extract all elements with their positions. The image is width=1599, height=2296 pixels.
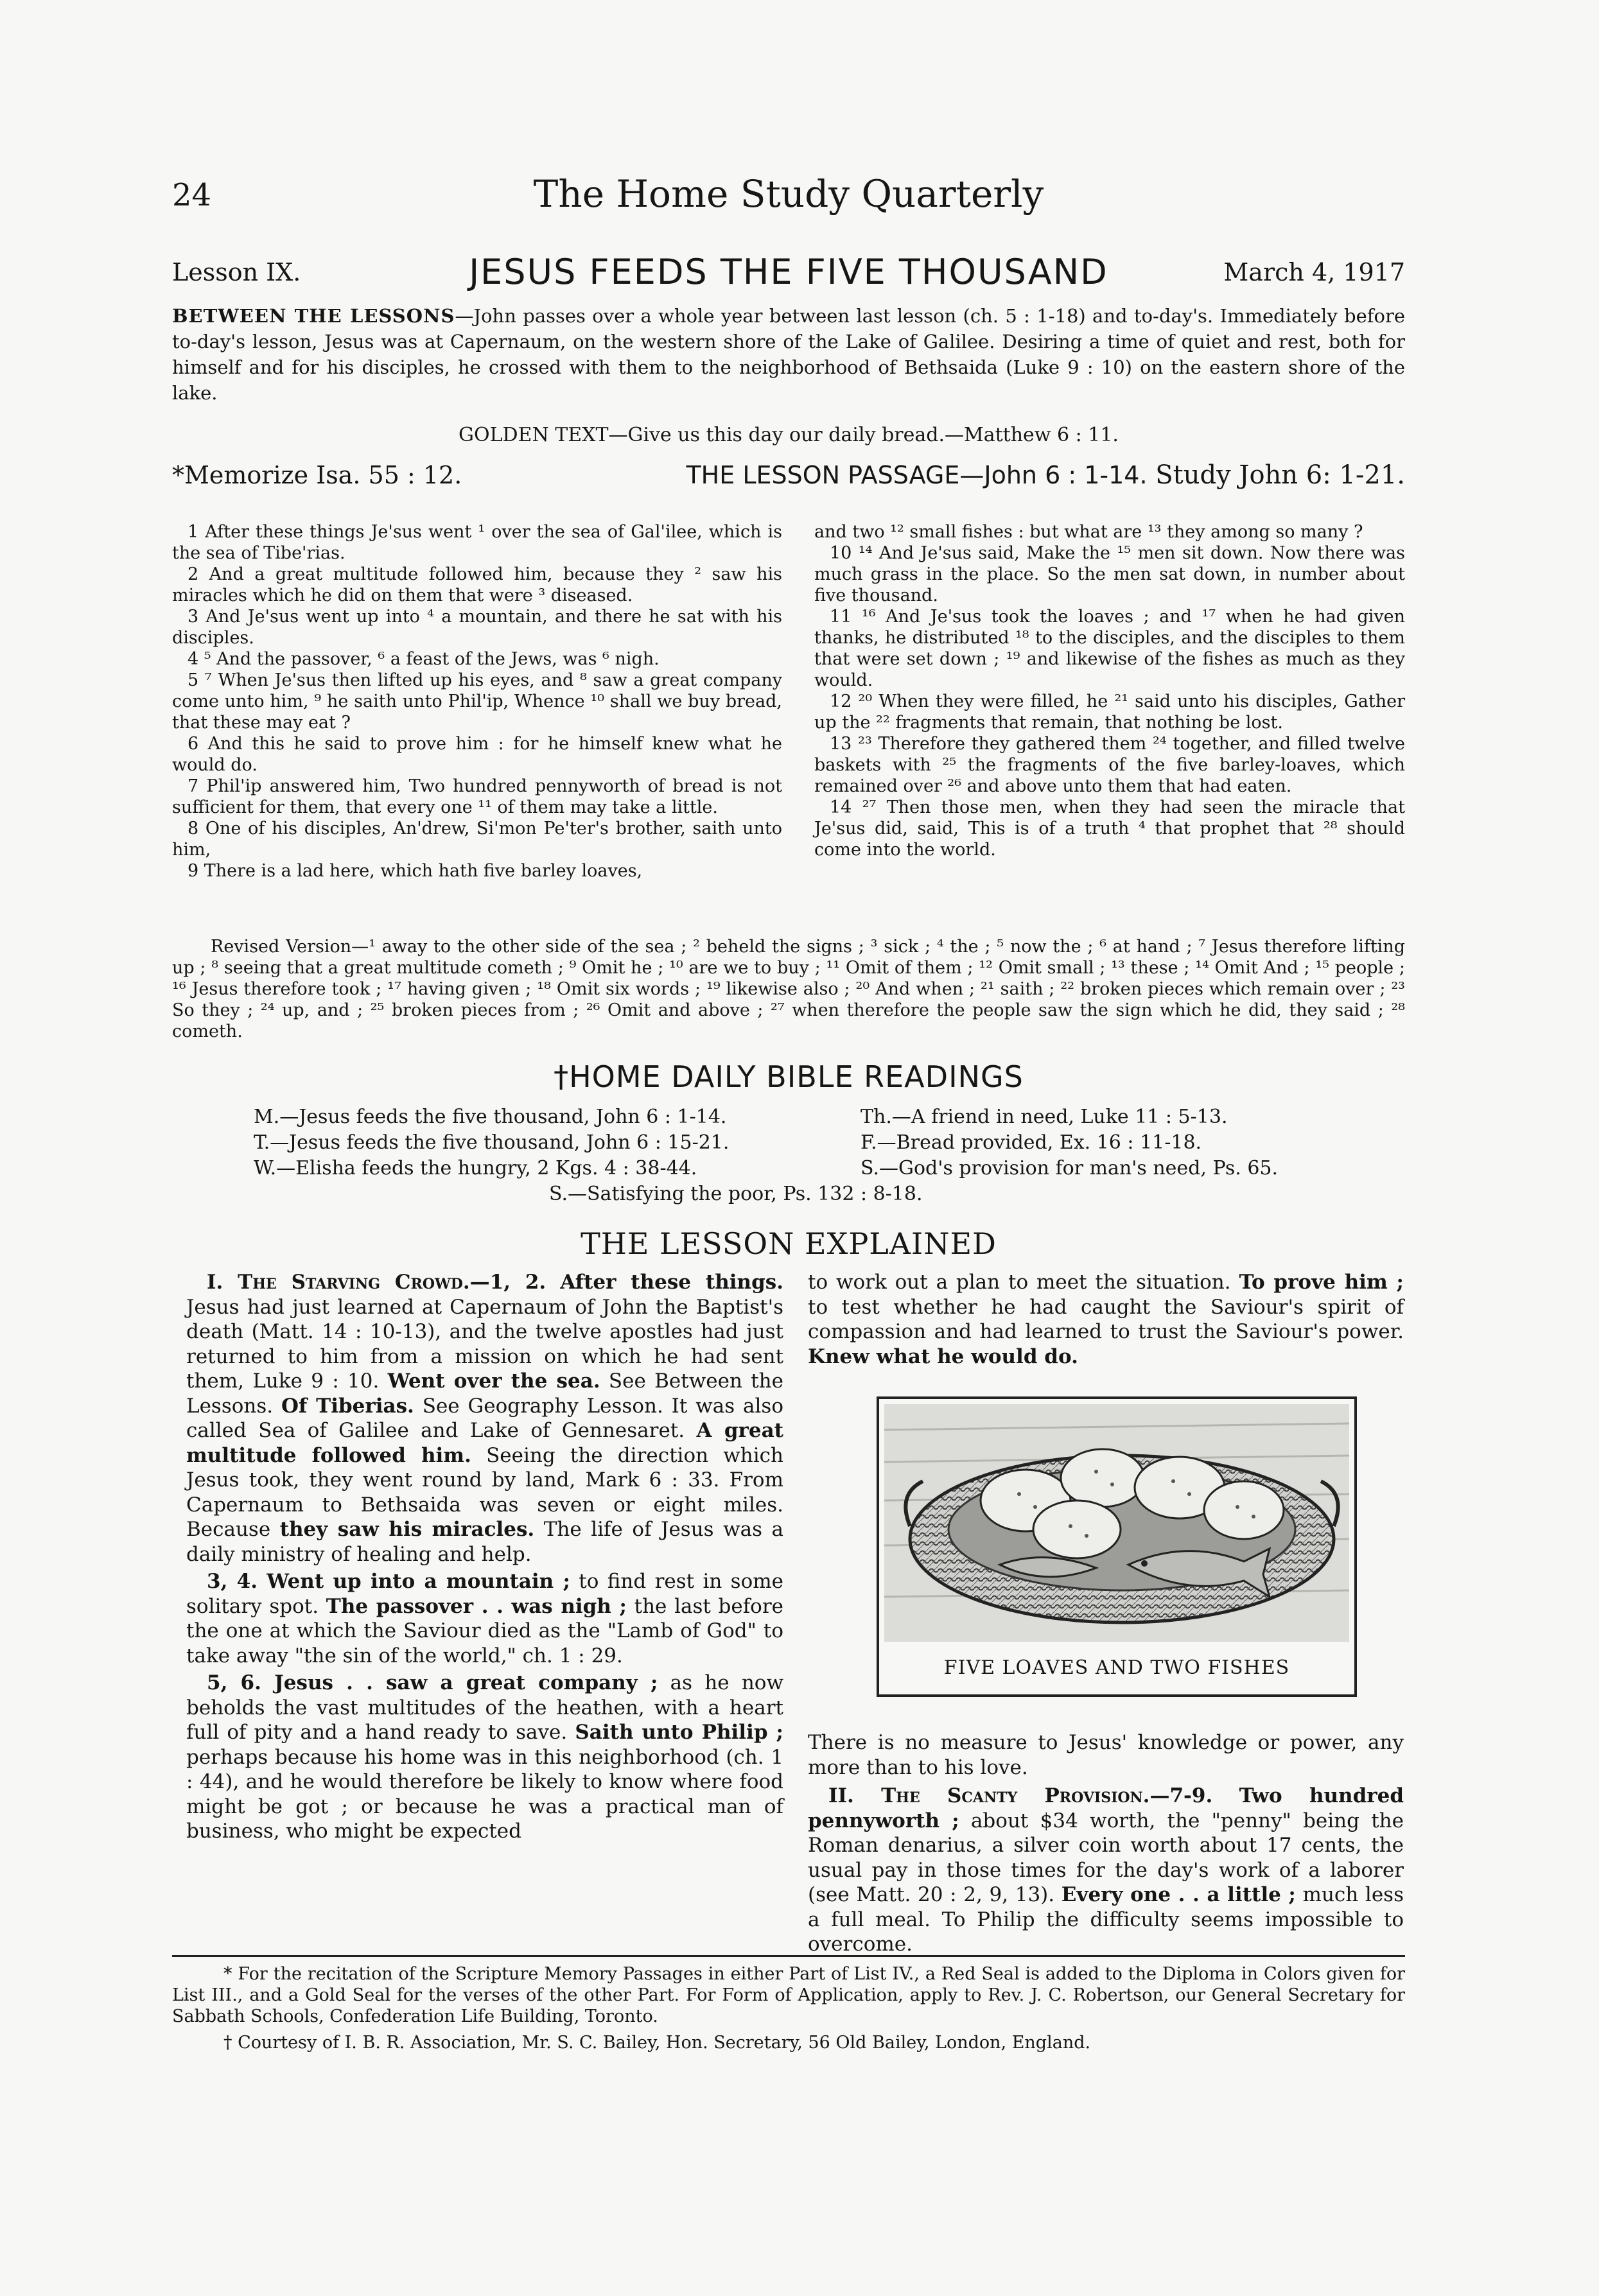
verse: 2 And a great multitude followed him, because they ² saw his miracles which he did on them that were ³ diseased. xyxy=(172,564,782,605)
keyword: After these things. xyxy=(560,1271,784,1294)
verse-ref: 3, 4. xyxy=(207,1570,267,1593)
explained-left-column xyxy=(186,1270,783,1847)
footnote-rule xyxy=(172,1955,1405,1957)
between-lessons-label: BETWEEN THE LESSONS xyxy=(172,305,455,327)
keyword: To prove him ; xyxy=(1239,1271,1404,1294)
text: See Between the Lessons. xyxy=(186,1370,783,1418)
lesson-date: March 4, 1917 xyxy=(1223,258,1405,286)
verse: 6 And this he said to prove him : for he himself knew what he would do. xyxy=(172,734,782,775)
verse: 10 ¹⁴ And Je'sus said, Make the ¹⁵ men sit down. Now there was much grass in the place. So the men sat down, in number about five thousand. xyxy=(814,543,1405,605)
text: about $34 worth, the "penny" being the Roman denarius, a silver coin worth about 17 cents, the usual pay in those times for the day's work of a laborer (see Matt. 20 : 2, 9, 13). xyxy=(808,1809,1404,1906)
golden-text: GOLDEN TEXT—Give us this day our daily bread.—Matthew 6 : 11. xyxy=(459,424,1119,446)
explained-right-column-continued xyxy=(808,1730,1404,1957)
lesson-number: Lesson IX. xyxy=(172,258,301,286)
keyword: Jesus . . saw a great company ; xyxy=(274,1671,658,1694)
keyword: Saith unto Philip ; xyxy=(575,1721,783,1744)
reading-wednesday: W.—Elisha feeds the hungry, 2 Kgs. 4 : 38-44. xyxy=(254,1157,697,1179)
running-head xyxy=(172,172,1405,223)
verse: 5 ⁷ When Je'sus then lifted up his eyes, and ⁸ saw a great company come unto him, ⁹ he saith unto Phil'ip, Whence ¹⁰ shall we buy bread, that these may eat ? xyxy=(172,670,782,733)
text: to test whether he had caught the Saviour's spirit of compassion and had learned to trust the Saviour's power. xyxy=(808,1295,1404,1343)
keyword: Every one . . a little ; xyxy=(1061,1883,1296,1906)
verses-left-column xyxy=(172,521,782,882)
verse: and two ¹² small fishes : but what are ¹³ they among so many ? xyxy=(814,522,1363,542)
explained-paragraph xyxy=(186,1671,783,1844)
keyword: Two hundred pennyworth ; xyxy=(808,1784,1404,1832)
keyword: A great multitude followed him. xyxy=(186,1419,783,1467)
explained-paragraph xyxy=(186,1569,783,1668)
verse: 14 ²⁷ Then those men, when they had seen the miracle that Je'sus did, said, This is of a truth ⁴ that prophet that ²⁸ should come into the world. xyxy=(814,797,1405,860)
text: to find rest in some solitary spot. xyxy=(186,1570,783,1618)
text: as he now beholds the vast multitudes of the heathen, with a heart full of pity and a hand ready to save. xyxy=(186,1671,783,1744)
reading-tuesday: T.—Jesus feeds the five thousand, John 6 : 15-21. xyxy=(254,1131,730,1154)
explained-paragraph xyxy=(808,1270,1404,1369)
text: Seeing the direction which Jesus took, they went round by land, Mark 6 : 33. From Capernaum to Bethsaida was seven or eight miles. Because xyxy=(186,1443,783,1541)
lesson-title: JESUS FEEDS THE FIVE THOUSAND xyxy=(469,252,1108,292)
basket-illustration xyxy=(884,1404,1349,1642)
revised-version-notes: Revised Version—¹ away to the other side of the sea ; ² beheld the signs ; ³ sick ; ⁴ the ; ⁵ now the ; ⁶ at hand ; ⁷ Jesus therefore lifting up ; ⁸ seeing that a great multitude cometh ; ⁹ Omit he ; ¹⁰ are we to buy ; ¹¹ Omit of them ; ¹² Omit small ; ¹³ these ; ¹⁴ Omit And ; ¹⁵ people ; ¹⁶ Jesus therefore took ; ¹⁷ having given ; ¹⁸ Omit six words ; ¹⁹ likewise also ; ²⁰ And when ; ²¹ saith ; ²² broken pieces which remain over ; ²³ So they ; ²⁴ up, and ; ²⁵ broken pieces from ; ²⁶ Omit and above ; ²⁷ when therefore the people saw the sign which he did, they said ; ²⁸ cometh. xyxy=(172,937,1405,1041)
explained-paragraph xyxy=(186,1270,783,1567)
keyword: Of Tiberias. xyxy=(281,1394,414,1418)
text: See Geography Lesson. It was also called Sea of Galilee and Lake of Gennesaret. xyxy=(186,1394,784,1442)
text: the last before the one at which the Saviour died as the "Lamb of God" to take away "the sin of the world," ch. 1 : 29. xyxy=(186,1594,783,1667)
verse: 12 ²⁰ When they were filled, he ²¹ said unto his disciples, Gather up the ²² fragments that remain, that nothing be lost. xyxy=(814,691,1405,733)
figure-caption: FIVE LOAVES AND TWO FISHES xyxy=(943,1657,1290,1679)
reading-saturday: S.—God's provision for man's need, Ps. 65. xyxy=(861,1157,1279,1179)
keyword: they saw his miracles. xyxy=(279,1518,535,1541)
verse: 4 ⁵ And the passover, ⁶ a feast of the Jews, was ⁶ nigh. xyxy=(188,649,660,669)
journal-title: The Home Study Quarterly xyxy=(533,172,1044,216)
text: The life of Jesus was a daily ministry of healing and help. xyxy=(186,1518,783,1566)
lesson-explained-title: THE LESSON EXPLAINED xyxy=(581,1226,997,1261)
passage-label: THE LESSON PASSAGE—John 6 : 1-14. xyxy=(686,461,1148,489)
text: to work out a plan to meet the situation. xyxy=(808,1271,1239,1294)
between-lessons xyxy=(172,303,1405,406)
passage-study: Study John 6: 1-21. xyxy=(1155,460,1405,490)
keyword: Went up into a mountain ; xyxy=(266,1570,570,1593)
daily-readings-title: †HOME DAILY BIBLE READINGS xyxy=(554,1059,1024,1094)
text: much less a full meal. To Philip the difficulty seems impossible to overcome. xyxy=(808,1883,1404,1956)
keyword: Went over the sea. xyxy=(387,1370,600,1393)
text: Jesus had just learned at Capernaum of John the Baptist's death (Matt. 14 : 10-13), and the twelve apostles had just returned to him from a mission on which he had sent them, Luke 9 : 10. xyxy=(186,1295,783,1393)
verse: 7 Phil'ip answered him, Two hundred pennyworth of bread is not sufficient for them, that every one ¹¹ of them may take a little. xyxy=(172,776,782,817)
verse-ref: 5, 6. xyxy=(207,1671,275,1694)
footnote-courtesy: † Courtesy of I. B. R. Association, Mr. S. C. Bailey, Hon. Secretary, 56 Old Bailey, London, England. xyxy=(223,2033,1091,2053)
section-heading: II. The Scanty Provision.—7-9. xyxy=(828,1784,1213,1807)
lesson-heading xyxy=(172,252,1405,290)
between-lessons-text: —John passes over a whole year between last lesson (ch. 5 : 1-18) and to-day's. Immediately before to-day's lesson, Jesus was at Capernaum, on the western shore of the Lake of Galilee. Desiring a time of quiet and rest, both for himself and for his disciples, he crossed with them to the neighborhood of Bethsaida (Luke 9 : 10) on the eastern shore of the lake. xyxy=(172,305,1405,404)
reading-sabbath: S.—Satisfying the poor, Ps. 132 : 8-18. xyxy=(549,1183,923,1205)
footnote-memory-passages: * For the recitation of the Scripture Memory Passages in either Part of List IV., a Red Seal is added to the Diploma in Colors given for List III., and a Gold Seal for the verses of the other Part. For Form of Application, apply to Rev. J. C. Robertson, our General Secretary for Sabbath Schools, Confederation Life Building, Toronto. xyxy=(172,1964,1405,2026)
verse: 8 One of his disciples, An'drew, Si'mon Pe'ter's brother, saith unto him, xyxy=(172,819,782,860)
passage-heading xyxy=(172,461,1405,512)
verse: 13 ²³ Therefore they gathered them ²⁴ together, and filled twelve baskets with ²⁵ the fragments of the five barley-loaves, which remained over ²⁶ and above unto them that had eaten. xyxy=(814,734,1405,796)
reading-thursday: Th.—A friend in need, Luke 11 : 5-13. xyxy=(861,1106,1228,1128)
verse: 3 And Je'sus went up into ⁴ a mountain, and there he sat with his disciples. xyxy=(172,607,782,648)
memorize-note: *Memorize Isa. 55 : 12. xyxy=(172,461,462,489)
reading-friday: F.—Bread provided, Ex. 16 : 11-18. xyxy=(861,1131,1202,1154)
keyword: Knew what he would do. xyxy=(808,1344,1078,1368)
text: perhaps because his home was in this neighborhood (ch. 1 : 44), and he would therefore be likely to know where food might be got ; or because he was a practical man of business, who might be expected xyxy=(186,1745,783,1843)
footnotes xyxy=(172,1963,1405,2053)
reading-monday: M.—Jesus feeds the five thousand, John 6 : 1-14. xyxy=(254,1106,727,1128)
page-number: 24 xyxy=(172,177,212,213)
explained-paragraph xyxy=(808,1784,1404,1957)
keyword: The passover . . was nigh ; xyxy=(326,1594,627,1618)
verses-right-column xyxy=(814,521,1405,860)
verse: 1 After these things Je'sus went ¹ over the sea of Gal'ilee, which is the sea of Tibe'rias. xyxy=(172,522,782,563)
explained-right-column xyxy=(808,1270,1404,1371)
section-heading: I. The Starving Crowd.—1, 2. xyxy=(207,1271,546,1294)
explained-paragraph: There is no measure to Jesus' knowledge or power, any more than to his love. xyxy=(808,1731,1404,1779)
passage-title xyxy=(583,461,1405,489)
verse: 9 There is a lad here, which hath five barley loaves, xyxy=(188,861,643,881)
verse: 11 ¹⁶ And Je'sus took the loaves ; and ¹⁷ when he had given thanks, he distributed ¹⁸ to the disciples, and the disciples to them that were set down ; ¹⁹ and likewise of the fishes as much as they would. xyxy=(814,607,1405,690)
illustration-five-loaves xyxy=(877,1396,1357,1697)
